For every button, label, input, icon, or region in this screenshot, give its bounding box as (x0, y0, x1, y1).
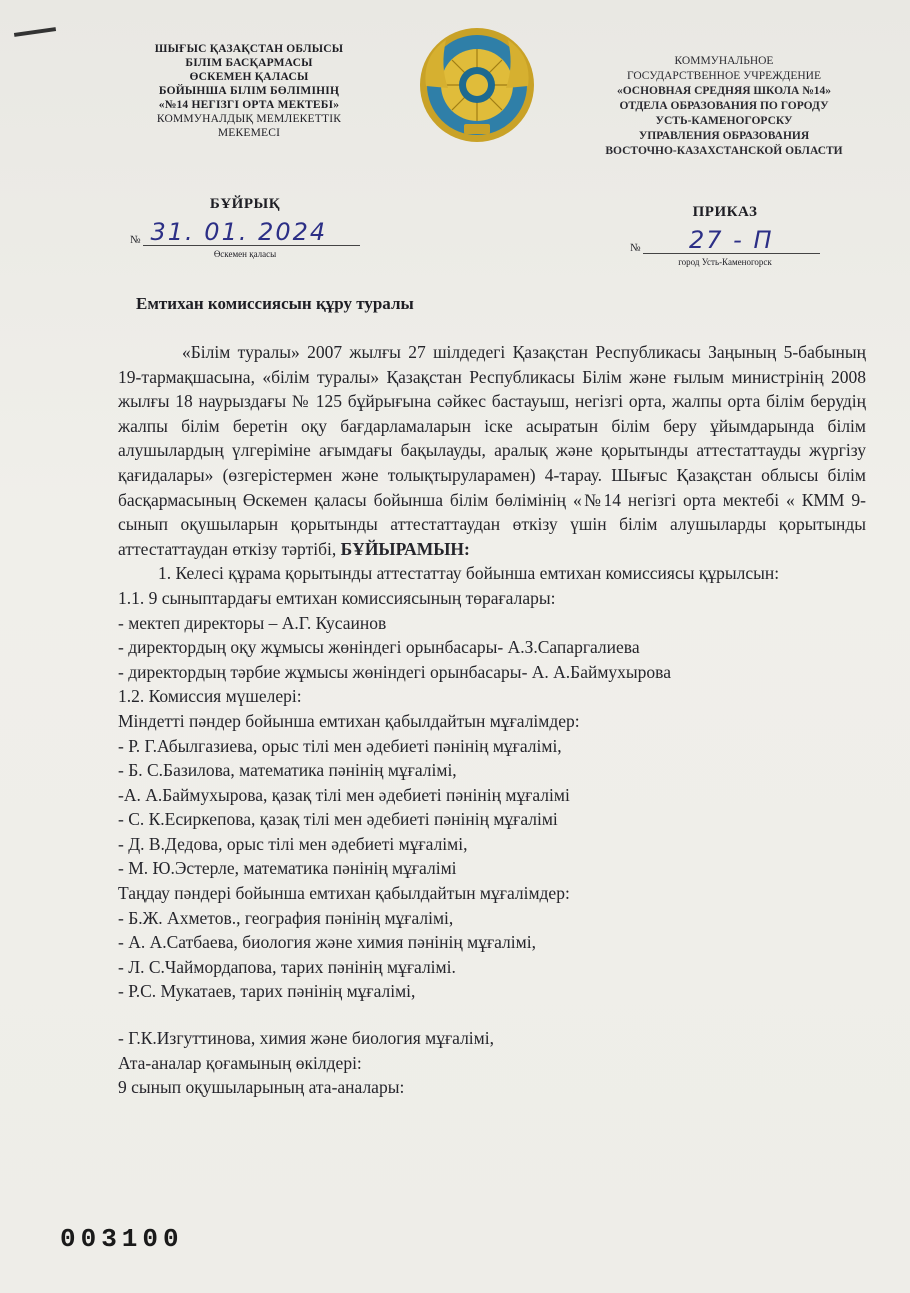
list-line: - мектеп директоры – А.Г. Кусаинов (118, 612, 387, 633)
header-kazakh-line: МЕКЕМЕСІ (217, 127, 281, 139)
serial-number: 003100 (60, 1224, 184, 1254)
header-russian-line: ГОСУДАРСТВЕННОЕ УЧРЕЖДЕНИЕ (626, 70, 822, 82)
list-line: - М. Ю.Эстерле, математика пәнінің мұғалімі (118, 858, 457, 879)
number-sign: № (130, 234, 141, 246)
document-subject: Емтихан комиссиясын құру туралы (136, 294, 414, 313)
order-title-russian: ПРИКАЗ (692, 204, 758, 220)
city-kazakh: Өскемен қаласы (213, 249, 277, 259)
list-line: 9 сынып оқушыларының ата-аналары: (118, 1077, 405, 1098)
header-kazakh-line: ӨСКЕМЕН ҚАЛАСЫ (189, 71, 309, 83)
preamble-paragraph (118, 340, 866, 561)
list-line: Міндетті пәндер бойынша емтихан қабылдайтын мұғалімдер: (118, 710, 580, 731)
header-kazakh (124, 42, 374, 140)
list-line: Таңдау пәндері бойынша емтихан қабылдайтын мұғалімдер: (118, 883, 570, 904)
list-line: - Р.С. Мукатаев, тарих пәнінің мұғалімі, (118, 981, 416, 1002)
order-number-handwritten: 27 - П (643, 227, 821, 254)
list-line: - Л. С.Чаймордапова, тарих пәнінің мұғалімі. (118, 956, 456, 977)
blank-gap (118, 1004, 866, 1026)
order-block-russian (630, 204, 820, 267)
list-line: Ата-аналар қоғамының өкілдері: (118, 1052, 362, 1073)
city-russian: город Усть-Каменогорск (678, 257, 772, 267)
order-block-kazakh (130, 196, 360, 259)
header-russian-line: УСТЬ-КАМЕНОГОРСКУ (655, 115, 793, 127)
preamble-command: БҰЙЫРАМЫН: (340, 538, 470, 559)
document-body (118, 340, 866, 1100)
list-line: - директордың оқу жұмысы жөніндегі орынбасары- А.З.Сапаргалиева (118, 637, 640, 658)
header-russian-line: КОММУНАЛЬНОЕ (674, 55, 774, 67)
pen-mark (14, 27, 56, 37)
number-sign: № (630, 242, 641, 254)
list-line: - С. К.Есиркепова, қазақ тілі мен әдебиеті пәнінің мұғалімі (118, 809, 558, 830)
preamble-text: «Білім туралы» 2007 жылғы 27 шілдедегі Қазақстан Республикасы Заңының 5-бабының 19-тармақшасына, «білім туралы» Қазақстан Республикасы Білім және ғылым министрінің 2008 жылғы 18 наурыздағы № 125 бұйрығына сәйкес бастауыш, негізгі орта, жалпы орта білім берудің жалпы білім беретін оқу бағдарламаларын іске асыратын білім беру ұйымдарында білім алушылардың үлгеріміне ағымдағы бақылауды, аралық және қорытынды аттестаттауды жүргізу қағидалары» (өзгерістермен және толықтыруларамен) 4-тарау. Шығыс Қазақстан облысы білім басқармасының Өскемен қаласы бойынша білім бөлімінің «№14 негізгі орта мектебі « КММ 9-сынып оқушыларын қорытынды аттестаттаудан өткізу үшін білім алушыларды қорытынды аттестаттаудан өткізу тәртібі, (118, 342, 866, 559)
list-line: 1.1. 9 сыныптардағы емтихан комиссиясының төрағалары: (118, 587, 556, 608)
list-line: -А. А.Баймухырова, қазақ тілі мен әдебиеті пәнінің мұғалімі (118, 784, 570, 805)
list-line: - Б. С.Базилова, математика пәнінің мұғалімі, (118, 760, 457, 781)
list-line: - А. А.Сатбаева, биология және химия пәнінің мұғалімі, (118, 932, 536, 953)
order-date-handwritten: 31. 01. 2024 (143, 219, 361, 246)
commission-list (118, 586, 866, 1100)
order-number-line (130, 219, 360, 246)
list-line: - Г.К.Изгуттинова, химия және биология мұғалімі, (118, 1028, 494, 1049)
list-line: - Б.Ж. Ахметов., география пәнінің мұғалімі, (118, 907, 454, 928)
header-kazakh-line: КОММУНАЛДЫҚ МЕМЛЕКЕТТІК (156, 113, 342, 125)
order-title-kazakh: БҰЙРЫҚ (209, 196, 281, 212)
list-line: - Р. Г.Абылгазиева, орыс тілі мен әдебиеті пәнінің мұғалімі, (118, 735, 562, 756)
list-line: - директордың тәрбие жұмысы жөніндегі орынбасары- А. А.Баймухырова (118, 661, 671, 682)
header-russian-line: «ОСНОВНАЯ СРЕДНЯЯ ШКОЛА №14» (616, 85, 832, 97)
list-line: - Д. В.Дедова, орыс тілі мен әдебиеті мұғалімі, (118, 833, 468, 854)
header-russian-line: УПРАВЛЕНИЯ ОБРАЗОВАНИЯ (638, 130, 810, 142)
header-kazakh-line: БІЛІМ БАСҚАРМАСЫ (185, 57, 313, 69)
header-russian-line: ВОСТОЧНО-КАЗАХСТАНСКОЙ ОБЛАСТИ (605, 145, 843, 157)
list-line: 1.2. Комиссия мүшелері: (118, 686, 302, 707)
header-russian (568, 54, 880, 159)
item-1: 1. Келесі құрама қорытынды аттестаттау бойынша емтихан комиссиясы құрылсын: (158, 563, 780, 584)
header-kazakh-line: «№14 НЕГІЗГІ ОРТА МЕКТЕБІ» (158, 99, 340, 111)
header-kazakh-line: БОЙЫНША БІЛІМ БӨЛІМІНІҢ (158, 85, 340, 97)
order-number-line (630, 227, 820, 254)
header-kazakh-line: ШЫҒЫС ҚАЗАҚСТАН ОБЛЫСЫ (154, 43, 344, 55)
state-emblem-icon (418, 26, 536, 144)
header-russian-line: ОТДЕЛА ОБРАЗОВАНИЯ ПО ГОРОДУ (619, 100, 829, 112)
